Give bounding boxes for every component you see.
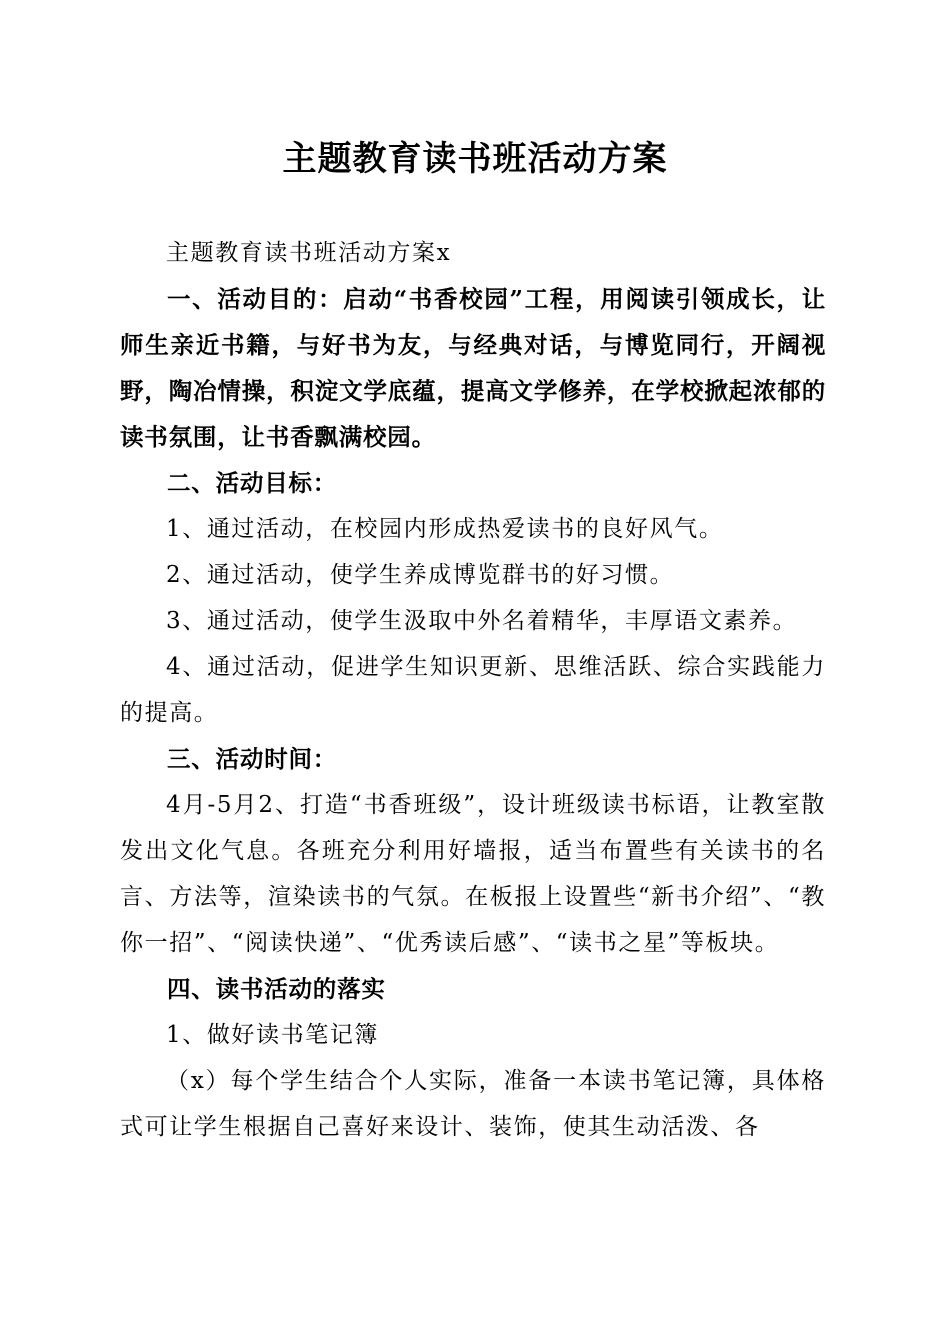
goal-item: 4、通过活动，促进学生知识更新、思维活跃、综合实践能力的提高。 [120,654,826,726]
subtitle-line: 主题教育读书班活动方案x [166,240,452,266]
section-time-heading: 三、活动时间： [167,745,338,773]
goal-item: 2、通过活动，使学生养成博览群书的好习惯。 [166,562,675,588]
section-implementation-heading: 四、读书活动的落实 [167,975,386,1003]
document-title: 主题教育读书班活动方案 [282,139,668,179]
goal-item: 3、通过活动，使学生汲取中外名着精华，丰厚语文素养。 [166,608,798,634]
goal-item: 1、通过活动，在校园内形成热爱读书的良好风气。 [166,516,724,542]
implementation-item: 1、做好读书笔记簿 [166,1022,380,1048]
notebook-paragraph: （x）每个学生结合个人实际，准备一本读书笔记簿，具体格式可让学生根据自己喜好来设计、装饰，使其生动活泼、各 [120,1068,826,1140]
document-body [120,230,826,1150]
section-purpose: 一、活动目的：启动“书香校园”工程，用阅读引领成长，让师生亲近书籍，与好书为友，与经典对话，与博览同行，开阔视野，陶冶情操，积淀文学底蕴，提高文学修养，在学校掀起浓郁的读书氛围，让书香飘满校园。 [120,285,826,451]
section-goals-heading: 二、活动目标： [167,469,338,497]
time-paragraph: 4月-5月2、打造“书香班级”，设计班级读书标语，让教室散发出文化气息。各班充分利用好墙报，适当布置些有关读书的名言、方法等，渲染读书的气氛。在板报上设置些“新书介绍”、“教你一招”、“阅读快递”、“优秀读后感”、“读书之星”等板块。 [120,792,826,956]
